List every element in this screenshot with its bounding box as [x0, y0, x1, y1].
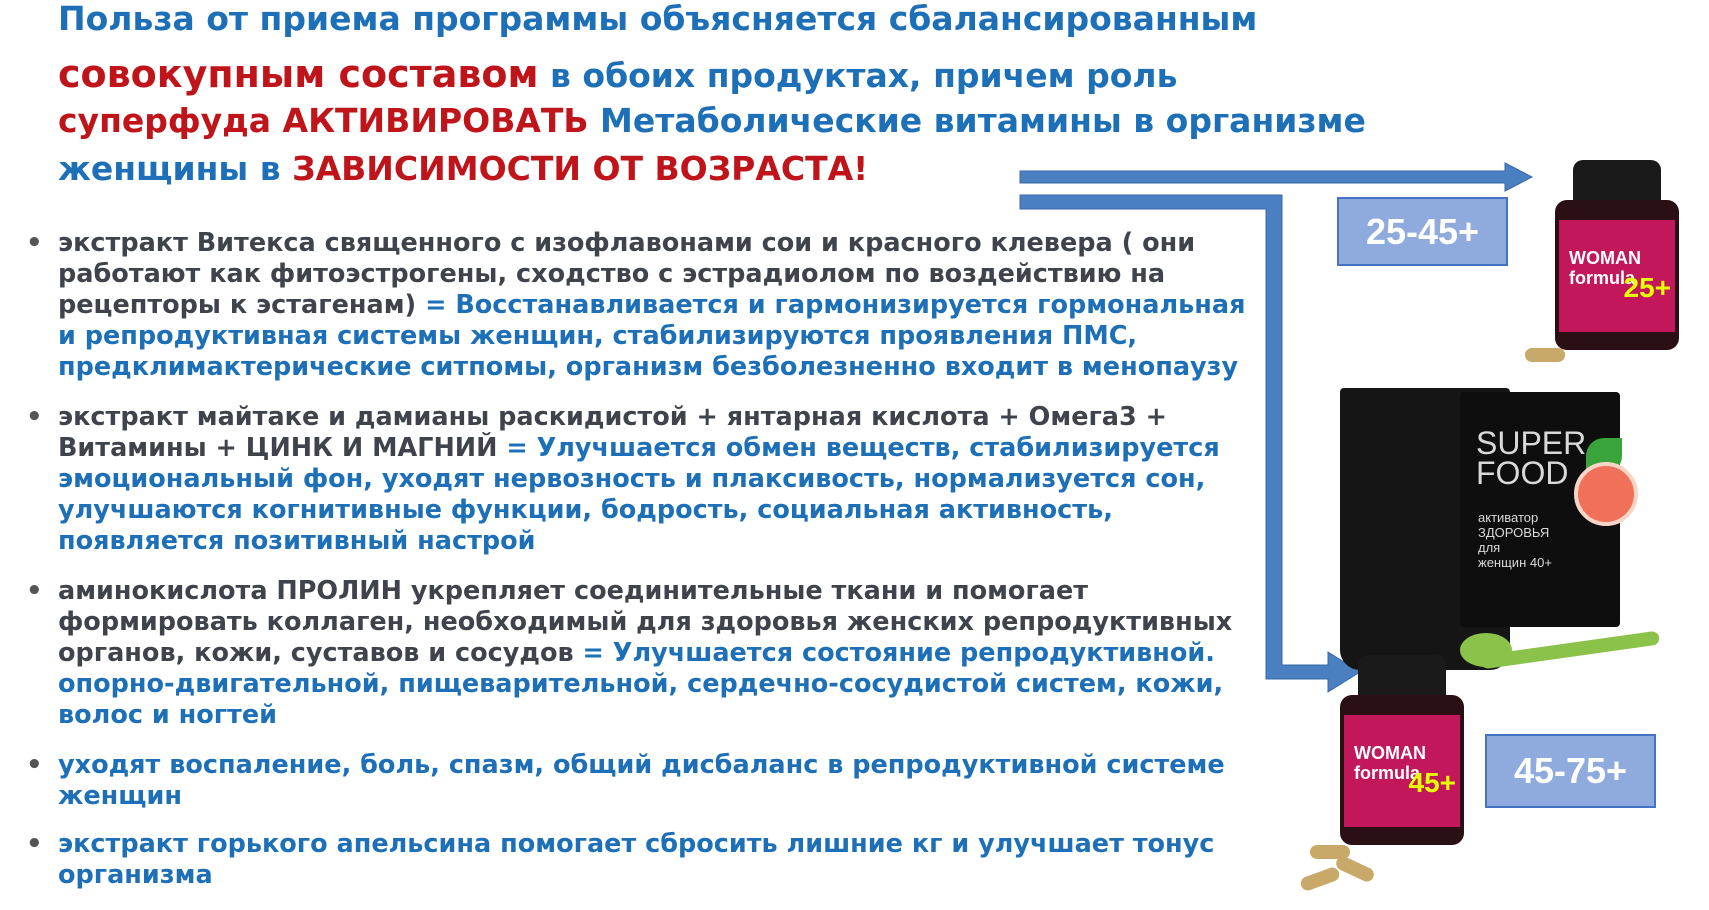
- pack-front: [1460, 392, 1620, 627]
- benefit-ingredient: экстракт Витекса священного с изофлавонами сои и красного клевера ( они работают как фитоэстрогены, сходство с эстрадиолом по воздействию на рецепторы к эстагенам): [58, 228, 1196, 320]
- jar-brand-line2: formula: [1569, 268, 1636, 288]
- spoon-head-icon: [1460, 633, 1512, 667]
- jar-body: [1555, 200, 1679, 350]
- pack-sub-line3: для: [1478, 540, 1501, 555]
- title-line-3-text: Метаболические витамины в организме: [588, 101, 1366, 140]
- jar-brand-line1: WOMAN: [1354, 743, 1426, 763]
- grapefruit-icon: [1574, 462, 1638, 526]
- product-superfood-pack: [1340, 388, 1670, 678]
- title-emphasis-age: ЗАВИСИМОСТИ ОТ ВОЗРАСТА!: [292, 149, 869, 188]
- benefit-effect: = Улучшается обмен веществ, стабилизируется эмоциональный фон, уходят нервозность и плаксивость, нормализуется сон, улучшаются когнитивные функции, бодрость, социальная активность, появляется позитивный настрой: [58, 433, 1220, 556]
- arrow-to-45-icon: [1020, 195, 1360, 692]
- benefit-effect: экстракт горького апельсина помогает сбросить лишние кг и улучшает тонус организма: [58, 829, 1215, 890]
- arrow-to-25-icon: [1020, 163, 1532, 191]
- pack-title-line1: SUPER: [1476, 425, 1587, 461]
- benefit-effect: = Улучшается состояние репродуктивной. опорно-двигательной, пищеварительной, сердечно-сосудистой систем, кожи, волос и ногтей: [58, 638, 1224, 730]
- age-label-45-75: 45-75+: [1485, 734, 1656, 808]
- jar-age-number: 25+: [1623, 272, 1671, 303]
- jar-brand-line1: WOMAN: [1569, 248, 1641, 268]
- title-line-1: Польза от приема программы объясняется сбалансированным: [58, 0, 1258, 38]
- product-jar-woman-formula-45: [1340, 655, 1464, 847]
- capsule-icon: [1525, 348, 1565, 362]
- title-emphasis-composition: совокупным составом: [58, 52, 539, 96]
- pack-sub-line1: активатор: [1478, 510, 1539, 525]
- benefit-effect: = Восстанавливается и гармонизируется гормональная и репродуктивная системы женщин, стабилизируются проявления ПМС, предклимактерические ситпомы, организм безболезненно входит в менопаузу: [58, 290, 1246, 382]
- benefit-ingredient: аминокислота ПРОЛИН укрепляет соединительные ткани и помогает формировать коллаген, необходимый для здоровья женских репродуктивных органов, кожи, суставов и сосудов: [58, 576, 1233, 668]
- age-label-25-45: 25-45+: [1337, 197, 1508, 266]
- benefit-ingredient: экстракт майтаке и дамианы раскидистой + янтарная кислота + Омега3 + Витамины + ЦИНК И МАГНИЙ: [58, 402, 1168, 463]
- pack-sub-line4: женщин 40+: [1478, 555, 1552, 570]
- pack-title: [1476, 425, 1587, 491]
- title-line-4-text: женщины в: [58, 149, 293, 188]
- jar-brand-line2: formula: [1354, 763, 1421, 783]
- title-emphasis-activate: суперфуда АКТИВИРОВАТЬ: [58, 101, 589, 140]
- pack-subtitle: [1478, 510, 1552, 570]
- pack-title-line2: FOOD: [1476, 455, 1569, 491]
- jar-body: [1340, 695, 1464, 845]
- benefit-effect: уходят воспаление, боль, спазм, общий дисбаланс в репродуктивной системе женщин: [58, 750, 1225, 811]
- product-jar-woman-formula-25: [1555, 160, 1679, 352]
- pack-sub-line2: ЗДОРОВЬЯ: [1478, 525, 1550, 540]
- jar-age-number: 45+: [1408, 767, 1456, 798]
- title-line-2-text: в обоих продуктах, причем роль: [538, 56, 1178, 95]
